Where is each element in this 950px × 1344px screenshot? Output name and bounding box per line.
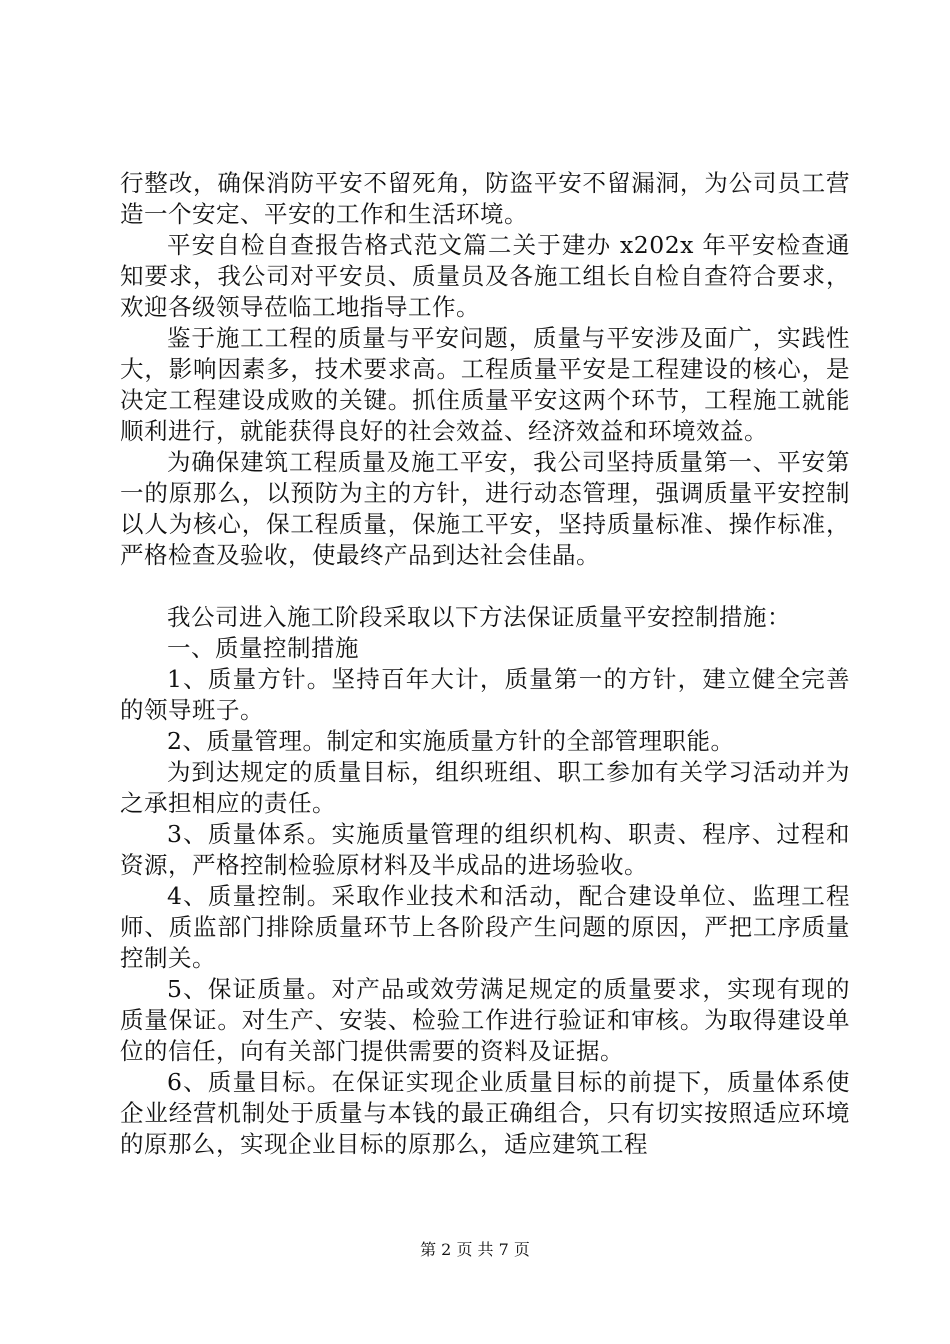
paragraph-3: 鉴于施工工程的质量与平安问题，质量与平安涉及面广，实践性大，影响因素多，技术要求高。工程质量平安是工程建设的核心，是决定工程建设成败的关键。抓住质量平安这两个环节，工程施工就能顺利进行，就能获得良好的社会效益、经济效益和环境效益。 [120,324,850,445]
paragraph-2: 平安自检自查报告格式范文篇二关于建办 x202x 年平安检查通知要求，我公司对平安员、质量员及各施工组长自检自查符合要求，欢迎各级领导莅临工地指导工作。 [120,231,850,321]
page-footer: 第 2 页 共 7 页 [420,1240,530,1259]
paragraph-quality-control: 4、质量控制。采取作业技术和活动，配合建设单位、监理工程师、质监部门排除质量环节上各阶段产生问题的原因，严把工序质量控制关。 [120,882,850,972]
paragraph-quality-goal-training: 为到达规定的质量目标，组织班组、职工参加有关学习活动并为之承担相应的责任。 [120,758,850,817]
paragraph-quality-target: 6、质量目标。在保证实现企业质量目标的前提下，质量体系使企业经营机制处于质量与本钱的最正确组合，只有切实按照适应环境的原那么，实现企业目标的原那么，适应建筑工程 [120,1068,850,1158]
document-body [120,168,850,1160]
paragraph-quality-system: 3、质量体系。实施质量管理的组织机构、职责、程序、过程和资源，严格控制检验原材料及半成品的进场验收。 [120,820,850,879]
paragraph-1: 行整改，确保消防平安不留死角，防盗平安不留漏洞，为公司员工营造一个安定、平安的工作和生活环境。 [120,169,850,228]
paragraph-quality-management: 2、质量管理。制定和实施质量方针的全部管理职能。 [167,727,735,755]
paragraph-4: 为确保建筑工程质量及施工平安，我公司坚持质量第一、平安第一的原那么，以预防为主的方针，进行动态管理，强调质量平安控制以人为核心，保工程质量，保施工平安，坚持质量标准、操作标准，严格检查及验收，使最终产品到达社会佳晶。 [120,448,850,569]
section-heading-quality-control: 一、质量控制措施 [167,634,359,662]
paragraph-quality-assurance: 5、保证质量。对产品或效劳满足规定的质量要求，实现有现的质量保证。对生产、安装、检验工作进行验证和审核。为取得建设单位的信任，向有关部门提供需要的资料及证据。 [120,975,850,1065]
paragraph-quality-policy: 1、质量方针。坚持百年大计，质量第一的方针，建立健全完善的领导班子。 [120,665,850,724]
paragraph-5: 我公司进入施工阶段采取以下方法保证质量平安控制措施： [167,603,791,631]
